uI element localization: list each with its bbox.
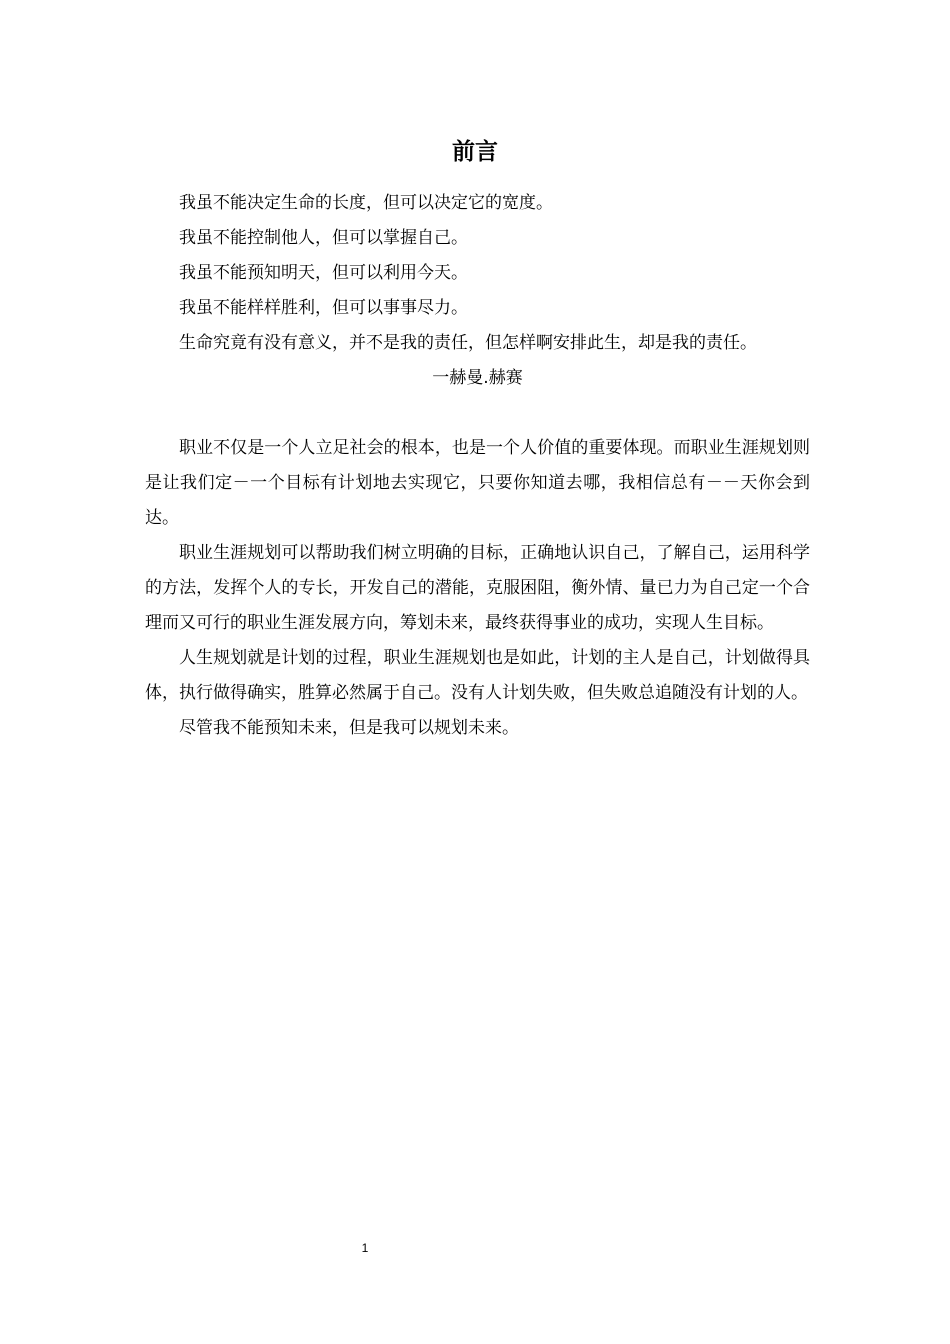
page-number: 1: [361, 1241, 369, 1255]
body-paragraph-3: 人生规划就是计划的过程，职业生涯规划也是如此，计划的主人是自己，计划做得具体，执行做得确实，胜算必然属于自己。没有人计划失败，但失败总追随没有计划的人。: [145, 648, 810, 703]
quote-attribution: 一赫曼.赫赛: [432, 368, 523, 388]
page-title: 前言: [452, 139, 498, 165]
body-paragraph-4: 尽管我不能预知未来，但是我可以规划未来。: [179, 718, 519, 738]
body-paragraph-2: 职业生涯规划可以帮助我们树立明确的目标，正确地认识自己，了解自己，运用科学的方法，发挥个人的专长，开发自己的潜能，克服困阻，衡外情、量已力为自己定一个合理而又可行的职业生涯发展方向，筹划未来，最终获得事业的成功，实现人生目标。: [145, 543, 810, 633]
quote-line-4: 我虽不能样样胜利，但可以事事尽力。: [179, 298, 468, 318]
document-body: [145, 186, 810, 746]
quote-line-2: 我虽不能控制他人，但可以掌握自己。: [179, 228, 468, 248]
body-paragraph-1: 职业不仅是一个人立足社会的根本，也是一个人价值的重要体现。而职业生涯规划则是让我们定－一个目标有计划地去实现它，只要你知道去哪，我相信总有－－天你会到达。: [145, 438, 810, 528]
quote-line-3: 我虽不能预知明天，但可以利用今天。: [179, 263, 468, 283]
paragraph-gap: [145, 396, 810, 431]
quote-line-1: 我虽不能决定生命的长度，但可以决定它的宽度。: [179, 193, 553, 213]
quote-line-5: 生命究竟有没有意义，并不是我的责任，但怎样啊安排此生，却是我的责任。: [179, 333, 757, 353]
